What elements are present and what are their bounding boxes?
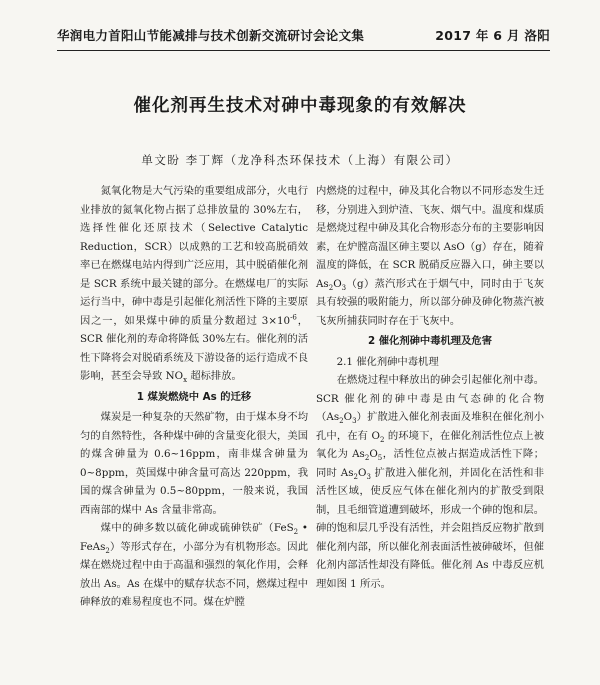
paragraph: 煤中的砷多数以硫化砷或硫砷铁矿（FeS$_2$ • FeAs$_2$）等形式存在，小部分为有机物形态。因此煤在燃烧过程中由于高温和强烈的氧化作用，会释放出 As。As 在煤中的赋存状态不同，燃煤过程中砷释放的难易程度也不同。煤在炉膛 [80, 522, 308, 608]
subsection-heading-2-1: 2.1 催化剂砷中毒机理 [336, 355, 439, 368]
left-column [80, 182, 308, 612]
section-heading-1: 1 煤炭燃烧中 As 的迁移 [136, 390, 252, 403]
intro-paragraph: 氮氧化物是大气污染的重要组成部分，火电行业排放的氮氧化物占据了总排放量的 30%左右，选择性催化还原技术（Selective Catalytic Reduction，SCR）以成熟的工艺和较高脱硝效率已在燃煤电站内得到广泛应用，其中脱硝催化剂是 SCR 系统中最关键的部分。在燃煤电厂的实际运行当中，砷中毒是引起催化剂活性下降的主要原因之一，如果煤中砷的质量分数超过 $3\times 10^{-6}$，SCR 催化剂的寿命将降低 30%左右。催化剂的活性下降将会对脱硝系统及下游设备的运行造成不良影响，甚至会导致 $NO_x$ 超标排放。 [80, 185, 308, 385]
page-header [57, 26, 550, 51]
date-place: 2017 年 6 月 洛阳 [435, 28, 550, 43]
paragraph: 在燃烧过程中释放出的砷会引起催化剂中毒。SCR 催化剂的砷中毒是由气态砷的化合物$(As_2O_3)$扩散进入催化剂表面及堆积在催化剂小孔中，在有 $O_2$ 的环境下，在催化剂活性位点上被氧化为 $As_2O_5$，活性位点被占据造成活性下降；同时 $As_2O_3$ 扩散进入催化剂，并固化在活性和非活性区域，使反应气体在催化剂内的扩散受到限制，且毛细管道遭到破坏，形成一个砷的饱和层。砷的饱和层几乎没有活性，并会阻挡反应物扩散到催化剂内部，所以催化剂表面活性被砷破坏，但催化剂内部活性却没有降低。催化剂 As 中毒反应机理如图 1 所示。 [316, 374, 545, 590]
right-column [316, 182, 544, 593]
section-heading-2: 2 催化剂砷中毒机理及危害 [367, 335, 492, 347]
paragraph: 内燃烧的过程中，砷及其化合物以不同形态发生迁移，分别进入到炉渣、飞灰、烟气中。温度和煤质是燃烧过程中砷及其化合物形态分布的主要影响因素，在炉膛高温区砷主要以 AsO（g）存在，随着温度的降低，在 SCR 脱硝反应器入口，砷主要以 $As_2O_3(g)$蒸汽形式在于烟气中，同时由于飞灰具有较强的吸附能力，所以部分砷及砷化物蒸汽被飞灰所捕获同时存在于飞灰中。 [316, 185, 544, 327]
article-title: 催化剂再生技术对砷中毒现象的有效解决 [133, 96, 467, 116]
journal-title: 华润电力首阳山节能减排与技术创新交流研讨会论文集 [57, 28, 365, 43]
author-line: 单文盼 李丁辉（龙净科杰环保技术（上海）有限公司） [141, 153, 459, 167]
paragraph: 煤炭是一种复杂的天然矿物，由于煤本身不均匀的自然特性，各种煤中砷的含量变化很大，美国的煤含砷量为 0.6~16ppm，南非煤含砷量为 0~8ppm，英国煤中砷含量可高达 220ppm，我国的煤含砷量为 0.5~80ppm，一般来说，我国西南部的煤中 As 含量非常高。 [80, 411, 308, 516]
